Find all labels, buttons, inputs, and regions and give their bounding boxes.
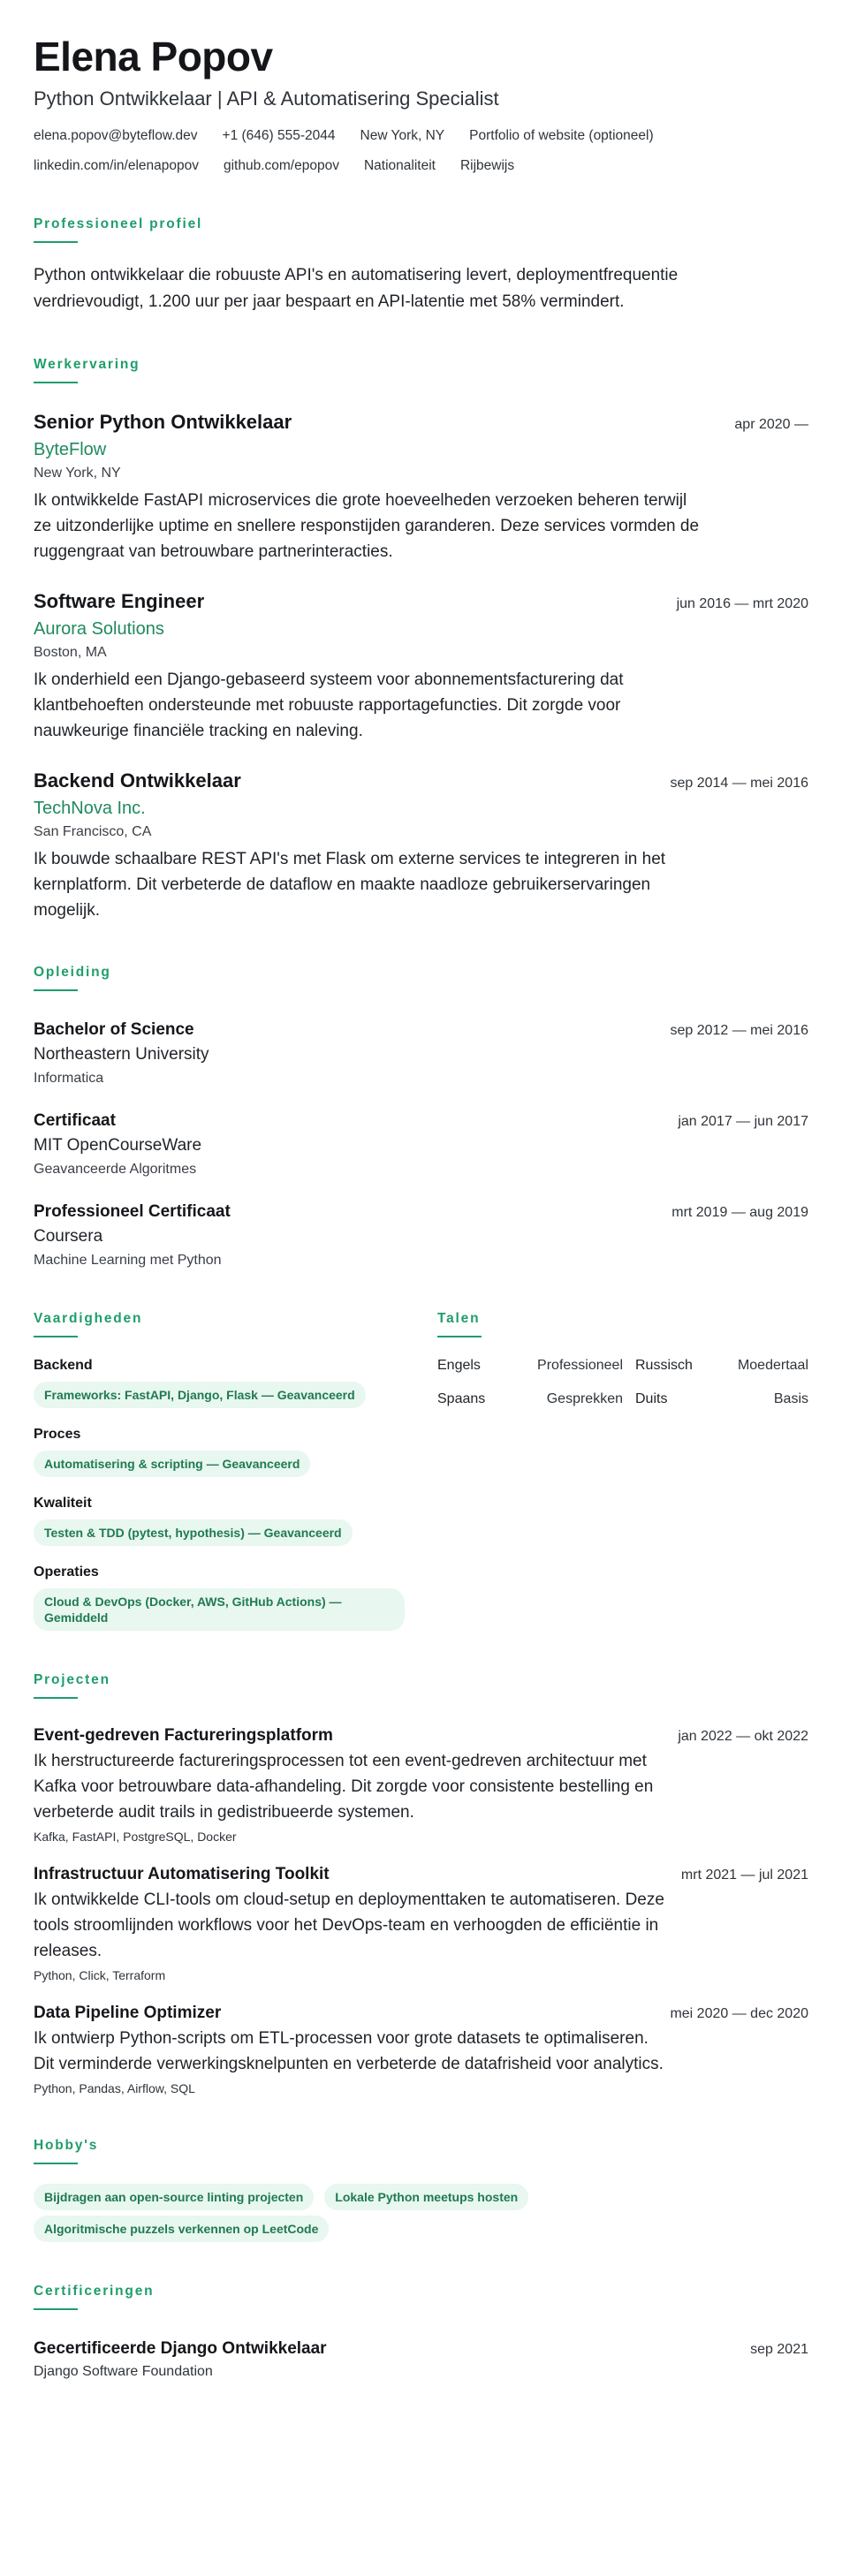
skill-group xyxy=(34,1426,437,1477)
contact-phone[interactable]: +1 (646) 555-2044 xyxy=(222,128,336,143)
skill-category: Backend xyxy=(34,1358,93,1373)
job-title: Software Engineer xyxy=(34,590,205,612)
skill-category: Kwaliteit xyxy=(34,1496,92,1511)
candidate-tagline: Python Ontwikkelaar | API & Automatisering Specialist xyxy=(34,87,499,110)
section-title-profile: Professioneel profiel xyxy=(34,216,203,231)
section-title-projects: Projecten xyxy=(34,1672,110,1687)
education-entry xyxy=(34,1019,808,1087)
section-divider xyxy=(34,2308,78,2310)
education-field: Machine Learning met Python xyxy=(34,1253,222,1268)
skill-pill: Testen & TDD (pytest, hypothesis) — Geavanceerd xyxy=(34,1519,353,1546)
skill-group xyxy=(34,1357,437,1408)
job-company: Aurora Solutions xyxy=(34,619,164,639)
job-location: New York, NY xyxy=(34,466,121,481)
contact-email[interactable]: elena.popov@byteflow.dev xyxy=(34,128,198,143)
job-description: Ik ontwikkelde FastAPI microservices die grote hoeveelheden verzoeken beheren terwijl ze uitzonderlijke uptime en snellere responstijden garanderen. Deze services vormden de ruggengraat van betrouwbare partnerinteracties. xyxy=(34,491,700,561)
contact-drivers-license: Rijbewijs xyxy=(459,158,515,173)
hobby-pill: Lokale Python meetups hosten xyxy=(324,2184,528,2210)
project-title: Event-gedreven Factureringsplatform xyxy=(34,1726,333,1745)
project-tech: Python, Pandas, Airflow, SQL xyxy=(34,2081,195,2095)
contact-portfolio[interactable]: Portfolio of website (optioneel) xyxy=(469,128,654,143)
experience-entry xyxy=(34,410,808,564)
skill-category: Operaties xyxy=(34,1565,99,1580)
section-title-languages: Talen xyxy=(437,1311,481,1326)
project-title: Infrastructuur Automatisering Toolkit xyxy=(34,1865,330,1883)
project-entry xyxy=(34,2003,808,2096)
section-title-skills: Vaardigheden xyxy=(34,1311,143,1326)
job-date: jun 2016 — mrt 2020 xyxy=(676,596,808,611)
skill-group xyxy=(34,1495,437,1546)
education-section xyxy=(34,964,808,1269)
education-date: jan 2017 — jun 2017 xyxy=(678,1114,808,1129)
education-date: sep 2012 — mei 2016 xyxy=(670,1023,808,1038)
language-level: Professioneel xyxy=(537,1358,623,1373)
project-title: Data Pipeline Optimizer xyxy=(34,2004,222,2022)
section-divider xyxy=(34,989,78,991)
project-date: mei 2020 — dec 2020 xyxy=(670,2006,808,2021)
experience-entry xyxy=(34,589,808,744)
project-description: Ik ontwierp Python-scripts om ETL-processen voor grote datasets te optimaliseren. Dit verminderde verwerkingsknelpunten en verbeterde de datafrisheid voor analytics. xyxy=(34,2029,664,2073)
education-list xyxy=(34,1019,808,1269)
section-title-hobbies: Hobby's xyxy=(34,2138,99,2153)
project-entry xyxy=(34,1725,808,1845)
skill-group xyxy=(34,1564,437,1631)
hobbies-list xyxy=(34,2184,652,2242)
language-name: Russisch xyxy=(635,1358,693,1373)
contact-location: New York, NY xyxy=(360,128,445,143)
education-date: mrt 2019 — aug 2019 xyxy=(671,1205,808,1220)
certification-title: Gecertificeerde Django Ontwikkelaar xyxy=(34,2339,327,2358)
project-description: Ik herstructureerde factureringsprocessen tot een event-gedreven architectuur met Kafka voor betrouwbare data-afhandeling. Dit zorgde voor consistente bestelling en verbeterde audit trails in gedistribueerde systemen. xyxy=(34,1752,654,1822)
profile-section xyxy=(34,216,808,315)
contact-github[interactable]: github.com/epopov xyxy=(223,158,339,173)
project-description: Ik ontwikkelde CLI-tools om cloud-setup en deploymenttaken te automatiseren. Deze tools stroomlijnden workflows voor het DevOps-team en verhoogden de efficiëntie in releases. xyxy=(34,1890,664,1960)
experience-section xyxy=(34,356,808,923)
section-title-certifications: Certificeringen xyxy=(34,2284,155,2299)
education-field: Geavanceerde Algoritmes xyxy=(34,1162,197,1177)
project-tech: Python, Click, Terraform xyxy=(34,1968,166,1982)
skill-pill: Frameworks: FastAPI, Django, Flask — Geavanceerd xyxy=(34,1382,366,1408)
contact-nationality: Nationaliteit xyxy=(363,158,436,173)
skills-languages-row xyxy=(34,1310,808,1631)
job-date: apr 2020 — xyxy=(734,417,808,432)
section-title-experience: Werkervaring xyxy=(34,357,140,372)
education-degree: Bachelor of Science xyxy=(34,1020,194,1039)
language-level: Basis xyxy=(773,1391,808,1406)
job-description: Ik bouwde schaalbare REST API's met Flask om externe services te integreren in het kernplatform. Dit verbeterde de dataflow en maakte naadloze gebruikerservaringen mogelijk. xyxy=(34,850,666,920)
language-name: Spaans xyxy=(437,1391,486,1406)
section-title-education: Opleiding xyxy=(34,965,111,980)
education-institution: Northeastern University xyxy=(34,1045,209,1064)
section-divider xyxy=(34,382,78,383)
language-name: Duits xyxy=(635,1391,668,1406)
job-location: Boston, MA xyxy=(34,645,107,660)
contact-row-secondary xyxy=(34,157,808,175)
job-title: Backend Ontwikkelaar xyxy=(34,769,241,792)
job-title: Senior Python Ontwikkelaar xyxy=(34,411,292,433)
certification-entry xyxy=(34,2338,808,2381)
section-divider xyxy=(34,2163,78,2164)
certification-issuer: Django Software Foundation xyxy=(34,2364,213,2379)
certifications-list xyxy=(34,2338,808,2381)
skill-pill: Cloud & DevOps (Docker, AWS, GitHub Actions) — Gemiddeld xyxy=(34,1588,405,1631)
profile-summary: Python ontwikkelaar die robuuste API's en automatisering levert, deploymentfrequentie verdrievoudigt, 1.200 uur per jaar bespaart en API-latentie met 58% vermindert. xyxy=(34,266,679,311)
language-level: Gesprekken xyxy=(546,1391,623,1406)
education-entry xyxy=(34,1201,808,1269)
job-location: San Francisco, CA xyxy=(34,824,152,839)
language-level: Moedertaal xyxy=(737,1358,808,1373)
project-entry xyxy=(34,1864,808,1983)
hobby-pill: Bijdragen aan open-source linting projecten xyxy=(34,2184,314,2210)
languages-section xyxy=(437,1310,808,1631)
experience-list xyxy=(34,410,808,923)
project-date: jan 2022 — okt 2022 xyxy=(678,1729,808,1744)
contact-linkedin[interactable]: linkedin.com/in/elenapopov xyxy=(34,158,199,173)
experience-entry xyxy=(34,769,808,923)
languages-grid xyxy=(437,1357,808,1408)
skill-pill: Automatisering & scripting — Geavanceerd xyxy=(34,1451,310,1477)
education-institution: Coursera xyxy=(34,1227,103,1246)
education-degree: Certificaat xyxy=(34,1111,116,1130)
skills-section xyxy=(34,1310,437,1631)
hobby-pill: Algoritmische puzzels verkennen op LeetCode xyxy=(34,2216,329,2242)
resume-header xyxy=(34,32,808,175)
language-name: Engels xyxy=(437,1358,481,1373)
section-divider xyxy=(437,1336,482,1337)
certifications-section xyxy=(34,2283,808,2381)
education-field: Informatica xyxy=(34,1071,104,1086)
hobbies-section xyxy=(34,2137,808,2242)
skill-category: Proces xyxy=(34,1427,81,1442)
project-date: mrt 2021 — jul 2021 xyxy=(680,1868,808,1883)
education-institution: MIT OpenCourseWare xyxy=(34,1136,202,1155)
section-divider xyxy=(34,1336,78,1337)
certification-date: sep 2021 xyxy=(750,2342,808,2357)
contact-row-primary xyxy=(34,127,808,145)
projects-section xyxy=(34,1671,808,2096)
education-degree: Professioneel Certificaat xyxy=(34,1202,231,1221)
projects-list xyxy=(34,1725,808,2096)
section-divider xyxy=(34,1697,78,1699)
section-divider xyxy=(34,241,78,243)
job-company: TechNova Inc. xyxy=(34,799,146,818)
candidate-name: Elena Popov xyxy=(34,34,273,80)
job-company: ByteFlow xyxy=(34,440,107,459)
job-description: Ik onderhield een Django-gebaseerd systeem voor abonnementsfacturering dat klantbehoeften ondersteunde met robuuste rapportagefuncties. Dit zorgde voor nauwkeurige financiële tracking en naleving. xyxy=(34,671,624,740)
education-entry xyxy=(34,1110,808,1178)
project-tech: Kafka, FastAPI, PostgreSQL, Docker xyxy=(34,1830,237,1844)
job-date: sep 2014 — mei 2016 xyxy=(670,776,808,791)
